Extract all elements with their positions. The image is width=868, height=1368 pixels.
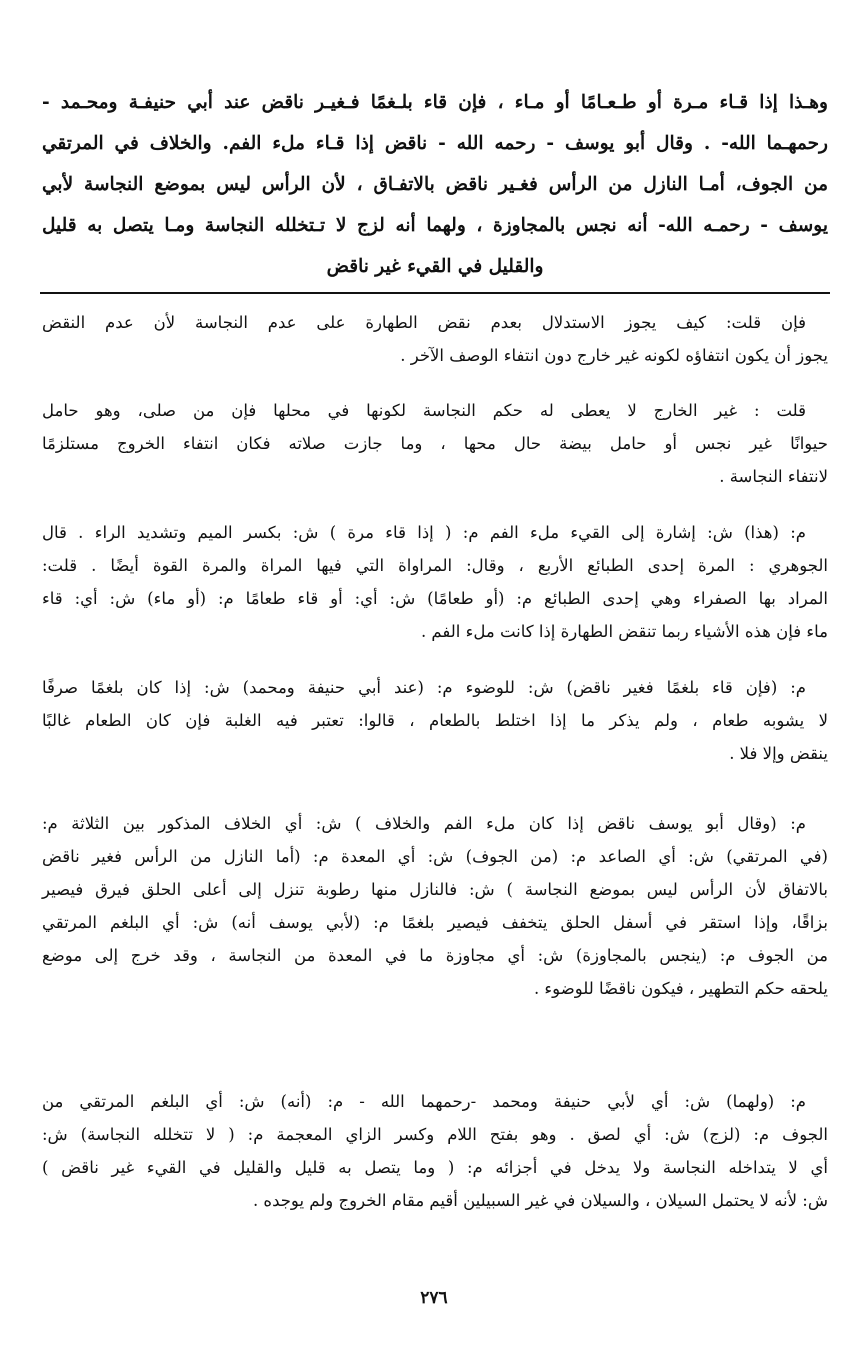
commentary-paragraph bbox=[42, 306, 828, 372]
commentary-line: م: (فإن قاء بلغمًا فغير ناقض) ش: للوضوء م: (عند أبي حنيفة ومحمد) ش: إذا كان بلغمًا صرفًا bbox=[42, 678, 806, 697]
commentary-line: م: (وقال أبو يوسف ناقض إذا كان ملء الفم والخلاف ) ش: أي الخلاف المذكور بين الثلاثة م: bbox=[42, 814, 806, 833]
commentary-line: حيوانًا غير نجس أو حامل بيضة حال محها ، وما جازت صلاته فكان انتفاء الخروج مستلزمًا bbox=[42, 434, 828, 453]
commentary-line: قلت : غير الخارج لا يعطى له حكم النجاسة لكونها في محلها فإن من صلى، وهو حامل bbox=[42, 401, 806, 420]
commentary-line: الجوف م: (لزج) ش: أي لصق . وهو بفتح اللام وكسر الزاي المعجمة م: ( لا تتخلله النجاسة) ش: bbox=[42, 1125, 828, 1144]
commentary-line: ش: لأنه لا يحتمل السيلان ، والسيلان في غير السبيلين أقيم مقام الخروج ولم يوجده . bbox=[252, 1191, 828, 1210]
commentary-line: ماء فإن هذه الأشياء ربما تنقض الطهارة إذا كانت ملء الفم . bbox=[420, 622, 828, 641]
commentary-line: بزاقًا، وإذا استقر في أسفل الحلق يتخفف فيصير بلغمًا م: (لأبي يوسف أنه) ش: أي البلغم المرتقي bbox=[42, 913, 828, 932]
commentary-line: من الجوف م: (ينجس بالمجاوزة) ش: أي مجاوزة ما في المعدة من النجاسة ، وقد خرج إلى موضع bbox=[42, 946, 828, 965]
commentary-paragraph bbox=[42, 807, 828, 1005]
commentary-line: (في المرتقي) ش: أي الصاعد م: (من الجوف) ش: أي المعدة م: (أما النازل من الرأس فغير ناقض bbox=[42, 847, 828, 866]
commentary-line: م: (هذا) ش: إشارة إلى القيء ملء الفم م: ( إذا قاء مرة ) ش: بكسر الميم وتشديد الراء . قال bbox=[42, 523, 806, 542]
main-text-line: رحمهـما الله- . وقال أبو يوسف - رحمه الله - ناقض إذا قـاء ملء الفم. والخلاف في المرتقي bbox=[42, 133, 828, 154]
commentary-line: أي لا يتداخله النجاسة ولا يدخل في أجزائه م: ( وما يتصل به قليل والقليل في القيء غير ناقض ) bbox=[42, 1158, 828, 1177]
commentary-line: المراد بها الصفراء وهي إحدى الطبائع م: (أو طعامًا) ش: أي: أو قاء طعامًا م: (أو ماء) ش: أي: قاء bbox=[42, 589, 828, 608]
commentary-line: بالاتفاق لأن الرأس ليس بموضع النجاسة ) ش: فالنازل منها رطوبة تنزل إلى أعلى الحلق فيرق فيصير bbox=[42, 880, 828, 899]
main-text bbox=[42, 82, 828, 287]
commentary-line: م: (ولهما) ش: أي لأبي حنيفة ومحمد -رحمهما الله - م: (أنه) ش: أي البلغم المرتقي من bbox=[42, 1092, 806, 1111]
commentary-line: يلحقه حكم التطهير ، فيكون ناقضًا للوضوء . bbox=[533, 979, 828, 998]
main-text-line: وهـذا إذا قـاء مـرة أو طـعـامًا أو مـاء ، فإن قاء بلـغمًا فـغيـر ناقض عند أبي حنيفـة ومحـمد - bbox=[42, 92, 828, 113]
commentary-paragraph bbox=[42, 394, 828, 493]
commentary-line: لا يشوبه طعام ، ولم يذكر ما إذا اختلط بالطعام ، قالوا: تعتبر فيه الغلبة فإن كان الطعام غالبًا bbox=[42, 711, 828, 730]
main-text-line: من الجوف، أمـا النازل من الرأس فغـير ناقض بالاتفـاق ، لأن الرأس ليس بموضع النجاسة لأبي bbox=[42, 174, 828, 195]
commentary-paragraph bbox=[42, 671, 828, 770]
commentary-line: الجوهري : المرة إحدى الطبائع الأربع ، وقال: المراواة التي فيها المراة والمرة القوة أيضًا . قلت: bbox=[42, 556, 828, 575]
commentary-line: ينقض وإلا فلا . bbox=[729, 744, 828, 763]
main-text-line: والقليل في القيء غير ناقض bbox=[326, 256, 544, 277]
commentary-line: يجوز أن يكون انتفاؤه لكونه غير خارج دون انتفاء الوصف الآخر . bbox=[400, 346, 828, 365]
commentary-paragraph bbox=[42, 1085, 828, 1217]
page-number: ٢٧٦ bbox=[420, 1288, 448, 1308]
commentary-paragraph bbox=[42, 516, 828, 648]
separator-rule bbox=[40, 292, 830, 294]
main-text-line: يوسف - رحمـه الله- أنه نجس بالمجاوزة ، ولهما أنه لزج لا تـتخلله النجاسة ومـا يتصل به قليل bbox=[42, 215, 828, 236]
commentary-line: لانتفاء النجاسة . bbox=[719, 467, 828, 486]
commentary-line: فإن قلت: كيف يجوز الاستدلال بعدم نقض الطهارة على عدم النجاسة لأن عدم النقض bbox=[42, 313, 806, 332]
